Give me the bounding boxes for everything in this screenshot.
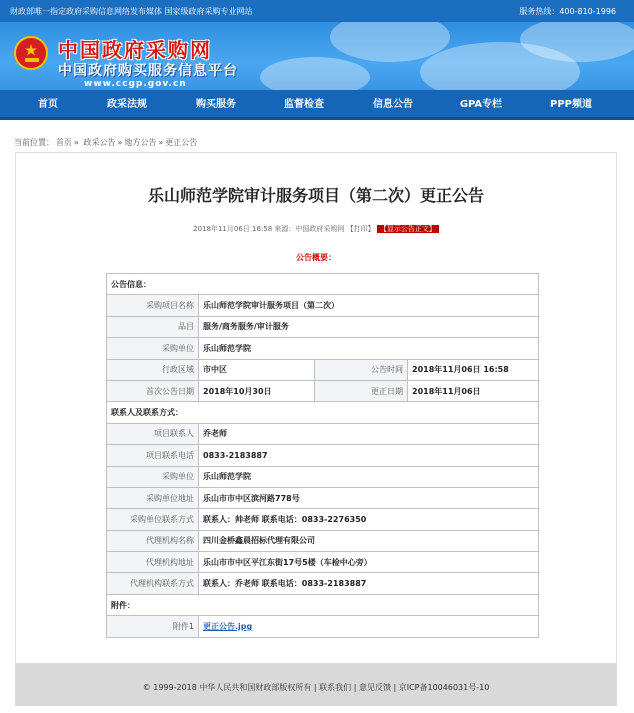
- site-logo-title[interactable]: 中国政府采购网: [58, 38, 212, 62]
- buyer-label: 采购单位: [107, 338, 199, 359]
- project-phone-value: 0833-2183887: [199, 445, 539, 466]
- buyer2-value: 乐山师范学院: [199, 466, 539, 487]
- table-row: [107, 573, 539, 594]
- first-date-value: 2018年10月30日: [199, 380, 315, 401]
- breadcrumb: [14, 137, 199, 148]
- breadcrumb-item-notices[interactable]: 政采公告: [83, 138, 116, 147]
- main-nav: [0, 90, 634, 120]
- announcement-info-table: [106, 273, 539, 638]
- agency-label: 代理机构名称: [107, 530, 199, 551]
- breadcrumb-separator: »: [117, 138, 123, 147]
- nav-item-supervision[interactable]: 监督检查: [284, 99, 324, 110]
- table-row: [107, 466, 539, 487]
- nav-item-gpa[interactable]: GPA专栏: [459, 99, 503, 110]
- project-phone-label: 项目联系电话: [107, 445, 199, 466]
- article-title: 乐山师范学院审计服务项目（第二次）更正公告: [147, 186, 484, 205]
- nav-item-home[interactable]: 首页: [38, 99, 58, 110]
- agency-value: 四川金桥鑫晨招标代理有限公司: [199, 530, 539, 551]
- nav-item-regulations[interactable]: 政采法规: [107, 99, 147, 110]
- table-row: [107, 616, 539, 637]
- show-text-button[interactable]: 【显示公告正文】: [377, 225, 439, 233]
- site-banner: [0, 22, 634, 90]
- summary-heading: 公告概要：: [296, 253, 336, 262]
- nav-item-ppp[interactable]: PPP频道: [550, 99, 592, 110]
- correction-date-value: 2018年11月06日: [408, 380, 539, 401]
- table-row: [107, 487, 539, 508]
- table-row: [107, 295, 539, 316]
- site-url: www.ccgp.gov.cn: [84, 79, 187, 89]
- article-meta-text: 2018年11月06日 16:58 来源：中国政府采购网 【打印】: [193, 225, 375, 233]
- top-bar: [0, 0, 634, 22]
- site-footer: [15, 664, 617, 706]
- buyer-contact-value: 联系人：帅老师 联系电话：0833-2276350: [199, 509, 539, 530]
- project-name-value: 乐山师范学院审计服务项目（第二次）: [199, 295, 539, 316]
- section-announcement-info: 公告信息：: [107, 274, 539, 295]
- service-hotline: 服务热线：400-810-1996: [519, 7, 616, 16]
- table-row: [107, 274, 539, 295]
- attachment-cell: [199, 616, 539, 637]
- breadcrumb-item-local[interactable]: 地方公告: [124, 138, 157, 147]
- agency-contact-value: 联系人：乔老师 联系电话：0833-2183887: [199, 573, 539, 594]
- breadcrumb-separator: »: [74, 138, 79, 147]
- article-meta: [16, 224, 616, 234]
- buyer2-label: 采购单位: [107, 466, 199, 487]
- buyer-address-value: 乐山市市中区滨河路778号: [199, 487, 539, 508]
- breadcrumb-separator: »: [158, 138, 164, 147]
- footer-copyright: © 1999-2018 中华人民共和国财政部版权所有 | 联系我们 | 意见反馈 | 京ICP备10046031号-10: [142, 683, 490, 692]
- agency-address-value: 乐山市市中区平江东街17号5楼（车检中心旁）: [199, 552, 539, 573]
- project-name-label: 采购项目名称: [107, 295, 199, 316]
- attachment-link[interactable]: 更正公告.jpg: [203, 621, 253, 631]
- table-row: [107, 445, 539, 466]
- site-tagline: 财政部唯一指定政府采购信息网络发布媒体 国家级政府采购专业网站: [10, 7, 253, 16]
- district-value: 市中区: [199, 359, 315, 380]
- agency-contact-label: 代理机构联系方式: [107, 573, 199, 594]
- table-row: [107, 359, 539, 380]
- national-emblem-icon: [14, 36, 48, 70]
- correction-date-label: 更正日期: [315, 380, 408, 401]
- breadcrumb-item-correction[interactable]: 更正公告: [165, 138, 198, 147]
- buyer-address-label: 采购单位地址: [107, 487, 199, 508]
- attachment-label: 附件1: [107, 616, 199, 637]
- category-label: 品目: [107, 316, 199, 337]
- site-logo-subtitle: 中国政府购买服务信息平台: [58, 63, 238, 79]
- nav-item-purchase-services[interactable]: 购买服务: [196, 99, 236, 110]
- table-row: [107, 380, 539, 401]
- project-contact-label: 项目联系人: [107, 423, 199, 444]
- breadcrumb-prefix: 当前位置：: [14, 138, 54, 147]
- section-attachment: 附件：: [107, 594, 539, 615]
- buyer-value: 乐山师范学院: [199, 338, 539, 359]
- table-row: [107, 594, 539, 615]
- breadcrumb-item-home[interactable]: 首页: [56, 138, 72, 147]
- category-value: 服务/商务服务/审计服务: [199, 316, 539, 337]
- district-label: 行政区域: [107, 359, 199, 380]
- table-row: [107, 402, 539, 423]
- announce-time-label: 公告时间: [315, 359, 408, 380]
- table-row: [107, 509, 539, 530]
- announce-time-value: 2018年11月06日 16:58: [408, 359, 539, 380]
- table-row: [107, 316, 539, 337]
- buyer-contact-label: 采购单位联系方式: [107, 509, 199, 530]
- agency-address-label: 代理机构地址: [107, 552, 199, 573]
- table-row: [107, 338, 539, 359]
- table-row: [107, 552, 539, 573]
- nav-item-announcements[interactable]: 信息公告: [373, 99, 413, 110]
- first-date-label: 首次公告日期: [107, 380, 199, 401]
- project-contact-value: 乔老师: [199, 423, 539, 444]
- table-row: [107, 530, 539, 551]
- section-contact-info: 联系人及联系方式：: [107, 402, 539, 423]
- table-row: [107, 423, 539, 444]
